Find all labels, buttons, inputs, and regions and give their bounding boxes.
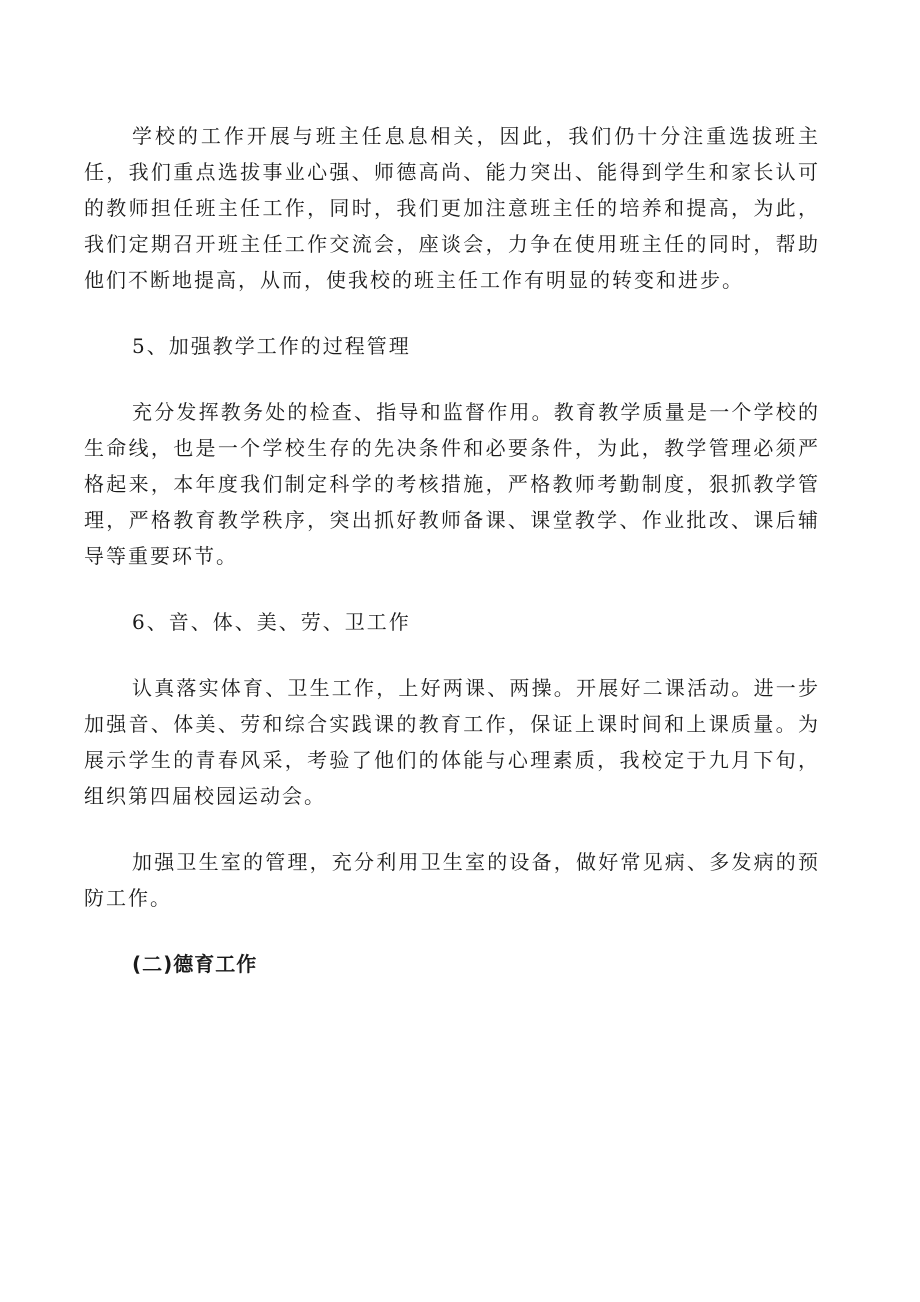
spacer <box>84 574 820 604</box>
paragraph-teaching-management: 充分发挥教务处的检查、指导和监督作用。教育教学质量是一个学校的生命线，也是一个学校生存的先决条件和必要条件，为此，教学管理必须严格起来，本年度我们制定科学的考核措施，严格教师考勤制度，狠抓教学管理，严格教育教学秩序，突出抓好教师备课、课堂教学、作业批改、课后辅导等重要环节。 <box>84 400 820 568</box>
paragraph-class-teacher: 学校的工作开展与班主任息息相关，因此，我们仍十分注重选拔班主任，我们重点选拔事业心强、师德高尚、能力突出、能得到学生和家长认可的教师担任班主任工作，同时，我们更加注意班主任的培养和提高，为此，我们定期召开班主任工作交流会，座谈会，力争在使用班主任的同时，帮助他们不断地提高，从而，使我校的班主任工作有明显的转变和进步。 <box>84 124 820 292</box>
spacer <box>84 640 820 670</box>
spacer <box>84 298 820 328</box>
heading-teaching-process: 5、加强教学工作的过程管理 <box>132 334 411 358</box>
paragraph-sports-health: 认真落实体育、卫生工作，上好两课、两操。开展好二课活动。进一步加强音、体美、劳和综合实践课的教育工作，保证上课时间和上课质量。为展示学生的青春风采，考验了他们的体能与心理素质，我校定于九月下旬，组织第四届校园运动会。 <box>84 676 820 808</box>
spacer <box>84 364 820 394</box>
spacer <box>84 916 820 946</box>
paragraph-clinic: 加强卫生室的管理，充分利用卫生室的设备，做好常见病、多发病的预防工作。 <box>84 850 820 910</box>
document-body <box>84 118 820 982</box>
heading-moral-education: (二)德育工作 <box>132 952 258 976</box>
spacer <box>84 814 820 844</box>
heading-arts-sports: 6、音、体、美、劳、卫工作 <box>132 610 411 634</box>
